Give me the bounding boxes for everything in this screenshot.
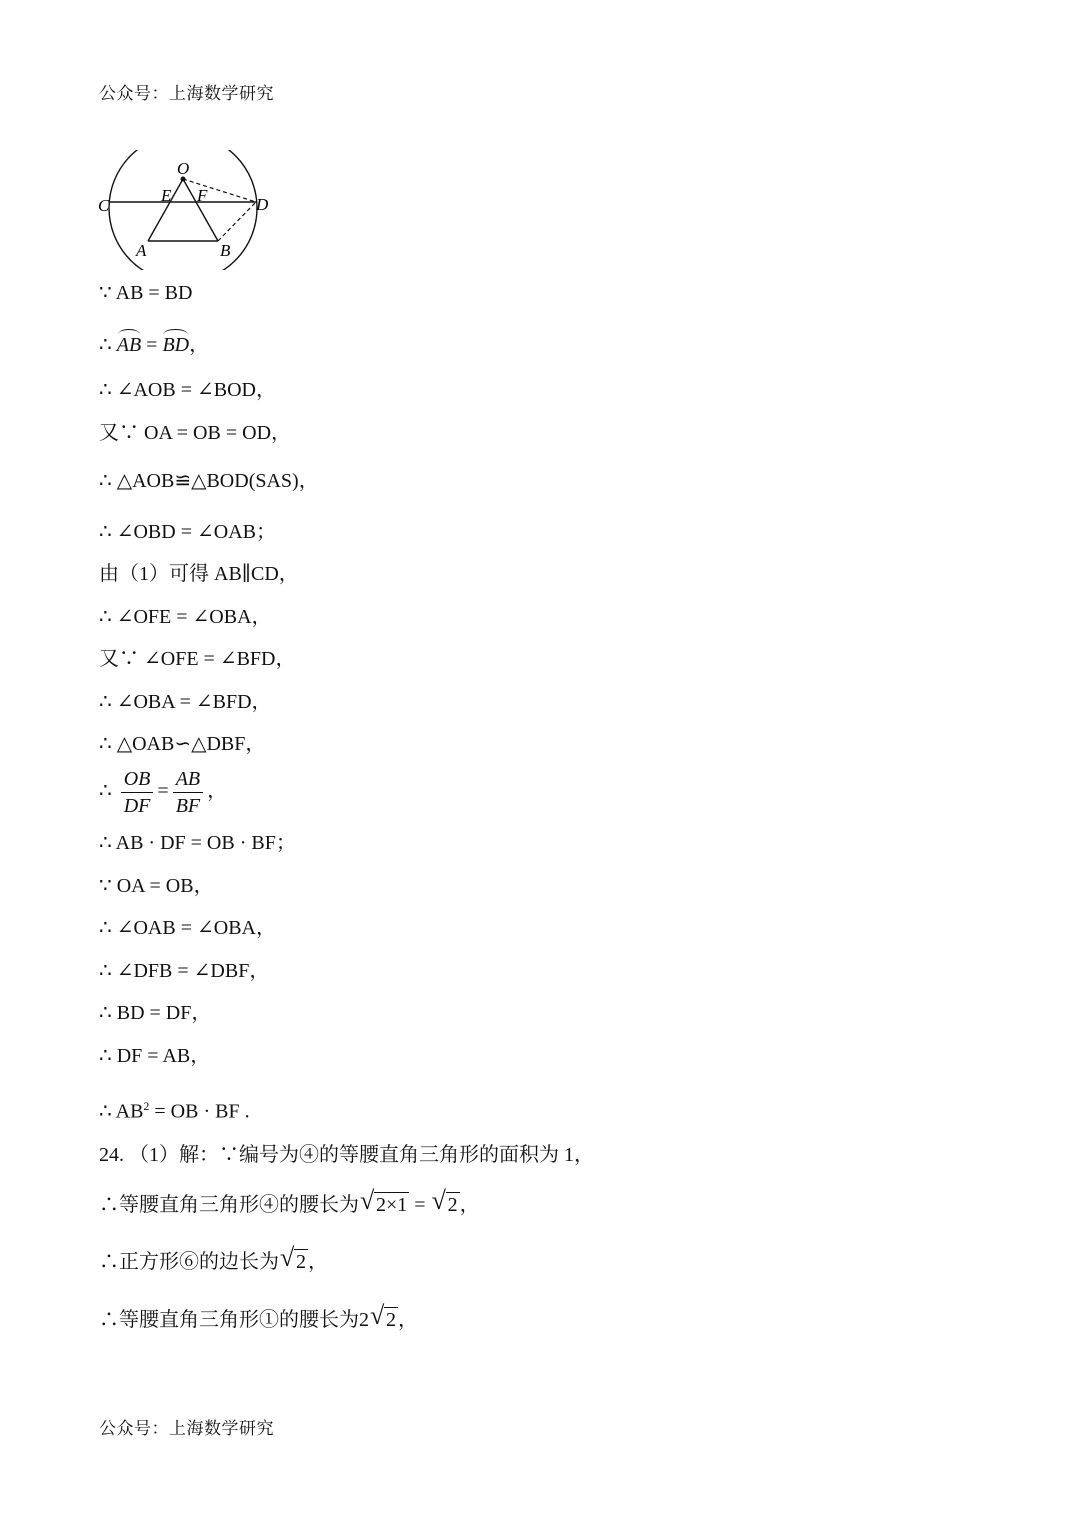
coefficient: 2 bbox=[359, 1309, 369, 1331]
sqrt-2 bbox=[433, 1191, 460, 1219]
label-b: B bbox=[220, 241, 231, 260]
label-a: A bbox=[136, 241, 147, 260]
denominator: BF bbox=[175, 795, 201, 817]
sqrt-2 bbox=[371, 1306, 398, 1334]
prefix: ∴等腰直角三角形①的腰长为 bbox=[99, 1309, 359, 1331]
proof-line: ∵ AB = BD bbox=[99, 282, 193, 304]
proof-line: ∴ △OAB∽△DBF， bbox=[99, 733, 266, 755]
proof-line: ∴ ∠DFB = ∠DBF， bbox=[99, 960, 270, 982]
arc-bd: BD bbox=[162, 331, 189, 359]
numerator: AB bbox=[173, 766, 203, 793]
exponent: 2 bbox=[143, 1099, 150, 1113]
suffix: ， bbox=[207, 780, 228, 803]
prefix: ∴ bbox=[99, 334, 117, 356]
equals: = bbox=[409, 1194, 431, 1216]
q24-line-sqrt bbox=[99, 1306, 418, 1334]
proof-line-square bbox=[99, 1092, 250, 1126]
sqrt-2x1 bbox=[361, 1191, 409, 1219]
proof-line: ∴ DF = AB， bbox=[99, 1045, 211, 1067]
proof-line: ∴ AB · DF = OB · BF； bbox=[99, 832, 296, 854]
footer-source: 公众号：上海数学研究 bbox=[99, 1419, 274, 1439]
radicand: 2×1 bbox=[376, 1194, 408, 1216]
suffix: = OB · BF . bbox=[149, 1100, 250, 1123]
proof-line: ∵ OA = OB， bbox=[99, 875, 214, 897]
label-e: E bbox=[161, 186, 172, 205]
q24-line: 24. （1）解：∵编号为④的等腰直角三角形的面积为 1， bbox=[99, 1144, 594, 1166]
label-o: O bbox=[177, 159, 190, 178]
label-c: C bbox=[98, 196, 110, 215]
radicand: 2 bbox=[386, 1309, 396, 1331]
radicand: 2 bbox=[296, 1251, 306, 1273]
proof-line: ∴ ∠OAB = ∠OBA， bbox=[99, 917, 276, 939]
proof-line: ∴ ∠OBA = ∠BFD， bbox=[99, 691, 272, 713]
suffix: ， bbox=[459, 1194, 480, 1216]
fraction-ob-df bbox=[121, 766, 154, 819]
sqrt-2 bbox=[281, 1248, 308, 1276]
header-source: 公众号：上海数学研究 bbox=[99, 84, 274, 104]
label-d: D bbox=[256, 195, 269, 214]
proof-line-fraction bbox=[99, 766, 227, 819]
equals: = bbox=[141, 334, 163, 356]
suffix: ， bbox=[308, 1251, 328, 1273]
proof-line-arcs bbox=[99, 331, 209, 359]
geometry-figure bbox=[92, 150, 292, 270]
proof-line: 又∵ OA = OB = OD， bbox=[99, 422, 292, 444]
proof-line: 由（1）可得 AB∥CD， bbox=[99, 563, 299, 585]
arc-ab: AB bbox=[117, 331, 141, 359]
prefix: ∴ AB bbox=[99, 1100, 144, 1123]
radicand: 2 bbox=[447, 1194, 458, 1216]
suffix: ， bbox=[398, 1309, 418, 1331]
label-f: F bbox=[197, 186, 208, 205]
prefix: ∴ bbox=[99, 780, 117, 803]
fraction-ab-bf bbox=[173, 766, 203, 819]
proof-line: ∴ ∠OFE = ∠OBA， bbox=[99, 606, 272, 628]
numerator: OB bbox=[121, 766, 154, 793]
denominator: DF bbox=[123, 795, 151, 817]
proof-line: ∴ ∠OBD = ∠OAB； bbox=[99, 521, 276, 543]
equals: = bbox=[157, 780, 169, 803]
prefix: ∴正方形⑥的边长为 bbox=[99, 1251, 279, 1273]
proof-line: 又∵ ∠OFE = ∠BFD， bbox=[99, 648, 296, 670]
proof-line: ∴ BD = DF， bbox=[99, 1002, 212, 1024]
q24-line-sqrt bbox=[99, 1191, 480, 1219]
q24-line-sqrt bbox=[99, 1248, 328, 1276]
segment-bd-dashed bbox=[218, 202, 256, 241]
proof-line: ∴ ∠AOB = ∠BOD， bbox=[99, 379, 276, 401]
proof-line: ∴ △AOB≌△BOD(SAS)， bbox=[99, 470, 319, 492]
prefix: ∴等腰直角三角形④的腰长为 bbox=[99, 1194, 359, 1216]
suffix: ， bbox=[189, 334, 210, 356]
